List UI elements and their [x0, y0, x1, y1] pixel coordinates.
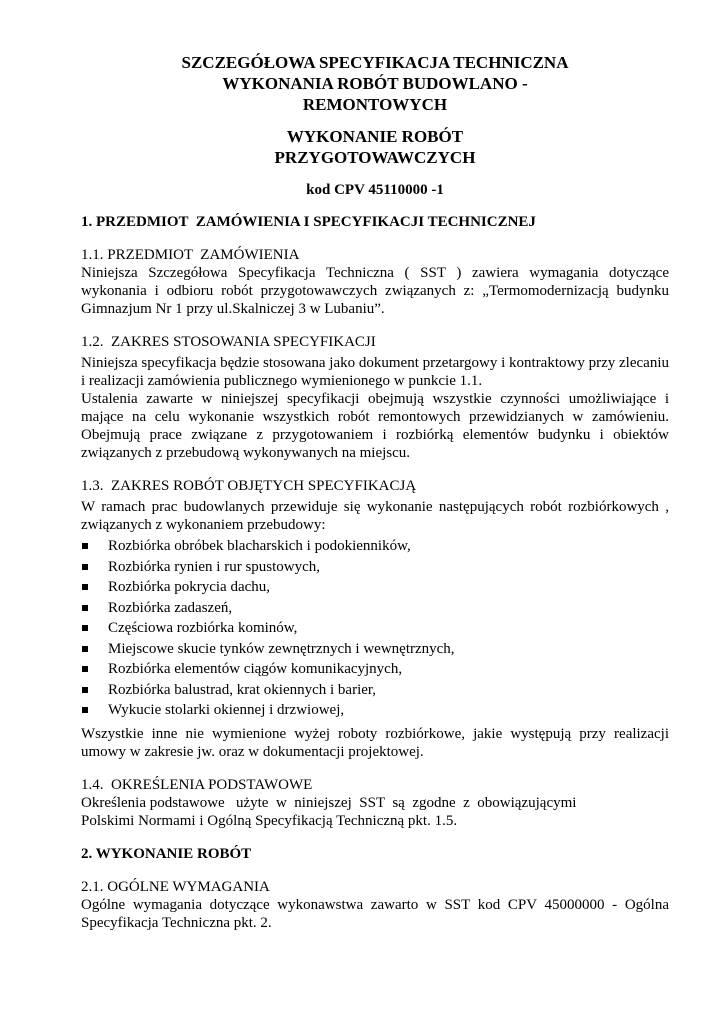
list-item: Rozbiórka elementów ciągów komunikacyjnych, — [81, 659, 669, 680]
list-item: Rozbiórka rynien i rur spustowych, — [81, 557, 669, 578]
document-title — [81, 52, 669, 115]
square-bullet-icon — [82, 543, 88, 549]
section-1-4-line-1: Określenia podstawowe użyte w niniejszej SST są zgodne z obowiązującymi — [81, 794, 577, 811]
section-2-heading: 2. WYKONANIE ROBÓT — [81, 845, 252, 862]
section-1-2-text-2: Ustalenia zawarte w niniejszej specyfikacji obejmują wszystkie czynności umożliwiające i mające na celu wykonanie wszystkich robót remontowych przewidzianych w zamówieniu. Obejmują prace związane z przygotowaniem i rozbiórką elementów budynku i obiektów związanych z przebudową wykonywanych na miejscu. — [81, 391, 669, 461]
section-1-2-heading: 1.2. ZAKRES STOSOWANIA SPECYFIKACJI — [81, 334, 376, 350]
section-1-heading: 1. PRZEDMIOT ZAMÓWIENIA I SPECYFIKACJI TECHNICZNEJ — [81, 214, 536, 230]
section-1-3-outro: Wszystkie inne nie wymienione wyżej roboty rozbiórkowe, jakie występują przy realizacji umowy w zakresie jw. oraz w dokumentacji projektowej. — [81, 725, 669, 760]
square-bullet-icon — [82, 564, 88, 570]
document-page — [81, 52, 669, 932]
list-item: Częściowa rozbiórka kominów, — [81, 618, 669, 639]
list-item: Rozbiórka zadaszeń, — [81, 598, 669, 619]
square-bullet-icon — [82, 707, 88, 713]
square-bullet-icon — [82, 625, 88, 631]
section-1-4-line-2: Polskimi Normami i Ogólną Specyfikacją Techniczną pkt. 1.5. — [81, 812, 458, 829]
section-1-1-heading: 1.1. PRZEDMIOT ZAMÓWIENIA — [81, 247, 300, 263]
subtitle-line-1: WYKONANIE ROBÓT — [286, 127, 464, 146]
list-item: Rozbiórka pokrycia dachu, — [81, 577, 669, 598]
title-line-2: WYKONANIA ROBÓT BUDOWLANO - — [222, 74, 528, 93]
square-bullet-icon — [82, 646, 88, 652]
square-bullet-icon — [82, 605, 88, 611]
section-1-4-heading: 1.4. OKREŚLENIA PODSTAWOWE — [81, 776, 313, 793]
subtitle-line-2: PRZYGOTOWAWCZYCH — [274, 148, 476, 167]
square-bullet-icon — [82, 687, 88, 693]
cpv-code: kod CPV 45110000 -1 — [306, 182, 444, 198]
title-line-1: SZCZEGÓŁOWA SPECYFIKACJA TECHNICZNA — [181, 53, 569, 72]
list-item: Rozbiórka balustrad, krat okiennych i barier, — [81, 680, 669, 701]
section-1-3-intro: W ramach prac budowlanych przewiduje się wykonanie następujących robót rozbiórkowych , związanych z wykonaniem przebudowy: — [81, 499, 669, 533]
section-1-2-text-1: Niniejsza specyfikacja będzie stosowana jako dokument przetargowy i kontraktowy przy zlecaniu i realizacji zamówienia publicznego wymienionego w punkcie 1.1. — [81, 355, 669, 389]
list-item: Wykucie stolarki okiennej i drzwiowej, — [81, 700, 669, 721]
section-2-1-heading: 2.1. OGÓLNE WYMAGANIA — [81, 878, 270, 895]
document-subtitle — [81, 126, 669, 168]
title-line-3: REMONTOWYCH — [302, 95, 448, 114]
list-item: Rozbiórka obróbek blacharskich i podokienników, — [81, 536, 669, 557]
list-item: Miejscowe skucie tynków zewnętrznych i wewnętrznych, — [81, 639, 669, 660]
section-1-1-text: Niniejsza Szczegółowa Specyfikacja Techniczna ( SST ) zawiera wymagania dotyczące wykonania i odbioru robót przygotowawczych związanych z: „Termomodernizacją budynku Gimnazjum Nr 1 przy ul.Skalniczej 3 w Lubaniu”. — [81, 265, 669, 317]
square-bullet-icon — [82, 584, 88, 590]
demolition-works-list — [81, 536, 669, 721]
square-bullet-icon — [82, 666, 88, 672]
section-2-1-text: Ogólne wymagania dotyczące wykonawstwa zawarto w SST kod CPV 45000000 - Ogólna Specyfikacja Techniczna pkt. 2. — [81, 896, 669, 931]
section-1-3-heading: 1.3. ZAKRES ROBÓT OBJĘTYCH SPECYFIKACJĄ — [81, 478, 417, 494]
